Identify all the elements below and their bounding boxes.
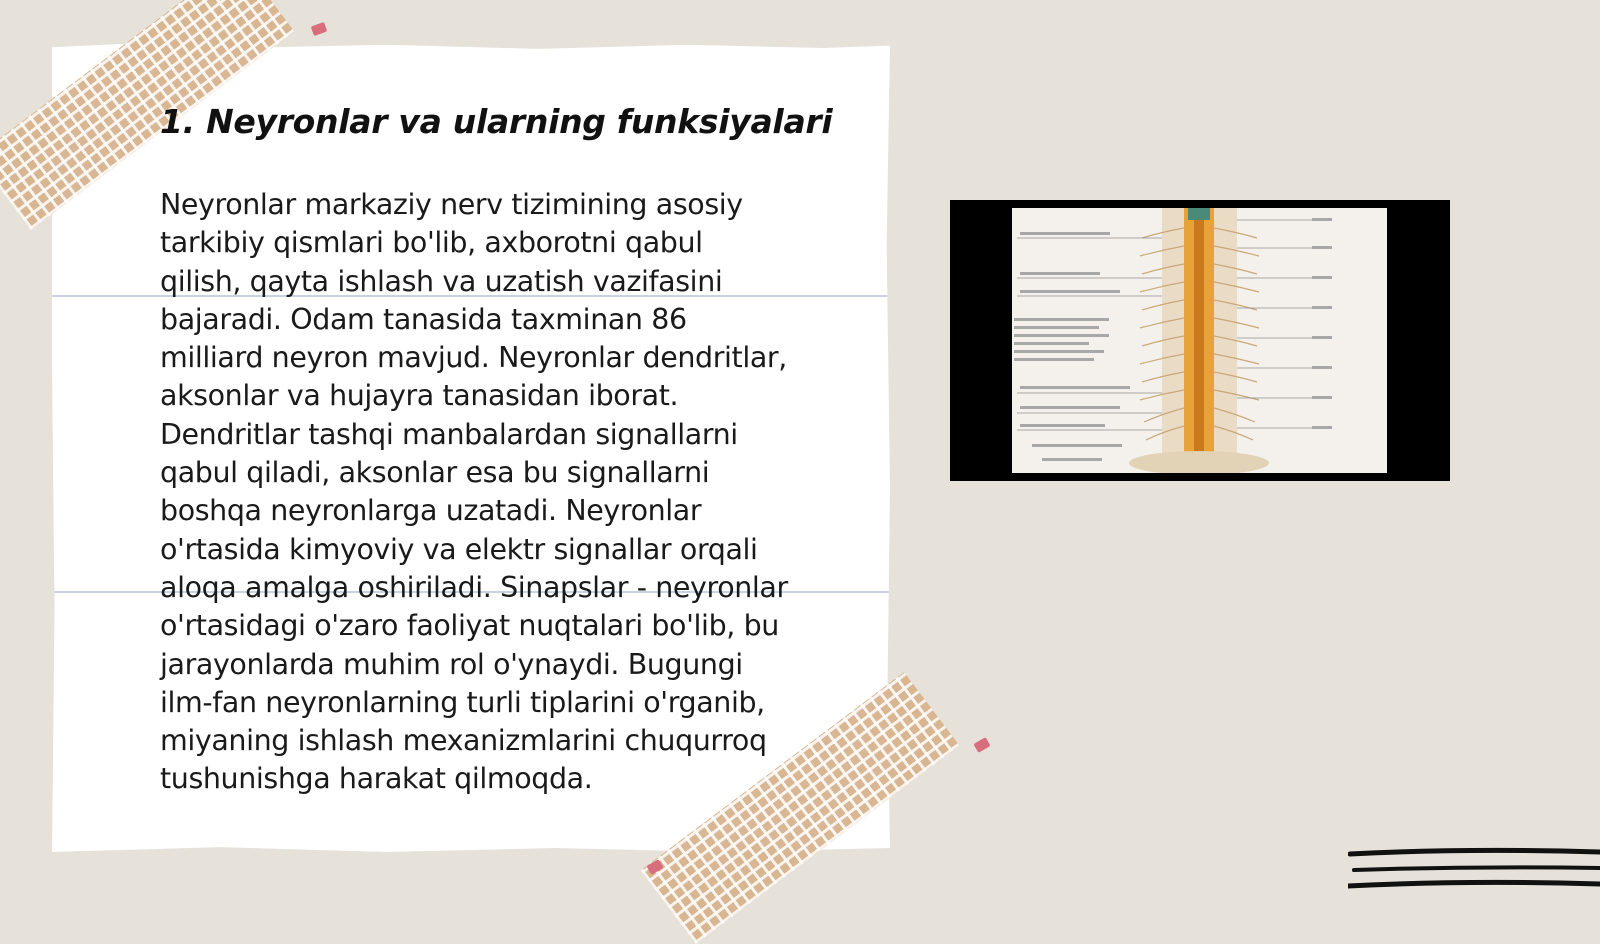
- body-line: aloqa amalga oshiriladi. Sinapslar - neyronlar: [160, 570, 788, 604]
- body-line: o'rtasidagi o'zaro faoliyat nuqtalari bo'lib, bu: [160, 609, 779, 643]
- decorative-strokes: [1348, 846, 1600, 900]
- body-line: tushunishga harakat qilmoqda.: [160, 762, 593, 796]
- body-line: Neyronlar markaziy nerv tizimining asosiy: [160, 188, 743, 221]
- tape-corner-bottom-right: [973, 737, 990, 753]
- spinal-cord-diagram-icon: [1012, 208, 1387, 473]
- body-line: Dendritlar tashqi manbalardan signallarni: [160, 417, 738, 451]
- body-line: jarayonlarda muhim rol o'ynaydi. Bugungi: [160, 647, 743, 681]
- slide-body-text: [160, 186, 850, 799]
- body-line: tarkibiy qismlari bo'lib, axborotni qabul: [160, 226, 703, 260]
- body-line: aksonlar va hujayra tanasidan iborat.: [160, 379, 679, 413]
- body-line: ilm-fan neyronlarning turli tiplarini o'rganib,: [160, 685, 765, 719]
- body-line: qabul qiladi, aksonlar esa bu signallarni: [160, 456, 710, 490]
- spinal-cord-image: [950, 200, 1450, 481]
- body-line: o'rtasida kimyoviy va elektr signallar orqali: [160, 532, 758, 566]
- slide-title: 1. Neyronlar va ularning funksiyalari: [160, 102, 833, 141]
- body-line: milliard neyron mavjud. Neyronlar dendritlar,: [160, 341, 787, 375]
- tape-corner-top: [311, 22, 328, 36]
- body-line: qilish, qayta ishlash va uzatish vazifasini: [160, 264, 723, 298]
- body-line: boshqa neyronlarga uzatadi. Neyronlar: [160, 494, 702, 528]
- body-line: bajaradi. Odam tanasida taxminan 86: [160, 302, 687, 336]
- body-line: miyaning ishlash mexanizmlarini chuqurroq: [160, 724, 767, 758]
